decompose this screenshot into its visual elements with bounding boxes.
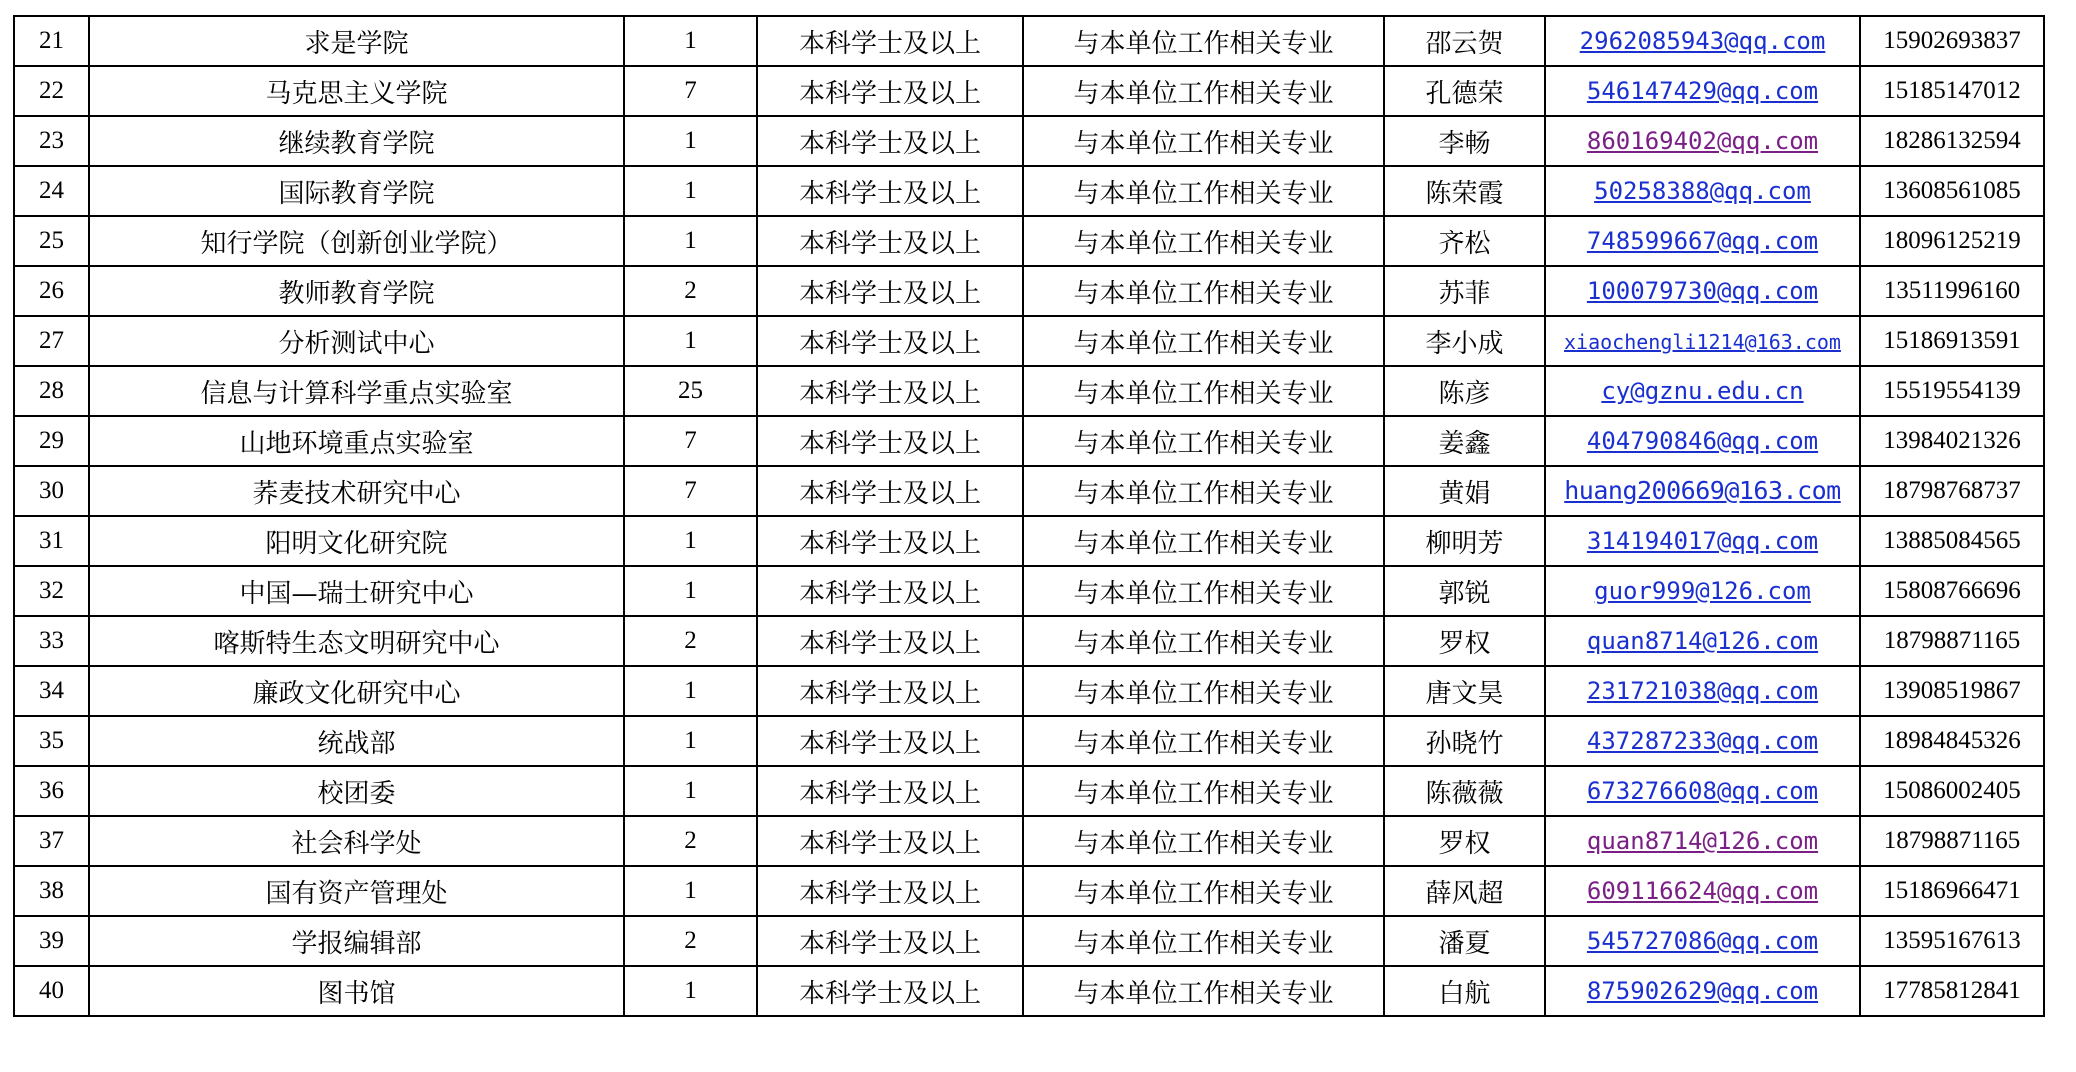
email-link[interactable]: quan8714@126.com [1586,627,1819,655]
contact-person-cell: 孙晓竹 [1384,716,1545,766]
row-number-cell: 23 [14,116,89,166]
table-row [14,966,2044,1016]
table-row [14,716,2044,766]
email-link[interactable]: guor999@126.com [1594,577,1811,605]
unit-name-cell: 知行学院（创新创业学院） [89,216,624,266]
education-requirement-cell: 本科学士及以上 [757,66,1023,116]
contact-person-cell: 李小成 [1384,316,1545,366]
education-requirement-cell: 本科学士及以上 [757,416,1023,466]
row-number-cell: 24 [14,166,89,216]
position-count-cell: 7 [624,466,757,516]
phone-cell: 18984845326 [1860,716,2044,766]
contact-person-cell: 罗权 [1384,616,1545,666]
row-number-cell: 31 [14,516,89,566]
major-requirement-cell: 与本单位工作相关专业 [1023,16,1384,66]
major-requirement-cell: 与本单位工作相关专业 [1023,566,1384,616]
contact-person-cell: 苏菲 [1384,266,1545,316]
phone-cell: 17785812841 [1860,966,2044,1016]
contact-person-cell: 齐松 [1384,216,1545,266]
email-cell [1545,666,1860,716]
contact-person-cell: 柳明芳 [1384,516,1545,566]
major-requirement-cell: 与本单位工作相关专业 [1023,466,1384,516]
row-number-cell: 26 [14,266,89,316]
email-link[interactable]: 50258388@qq.com [1594,177,1811,205]
education-requirement-cell: 本科学士及以上 [757,266,1023,316]
contact-person-cell: 薛风超 [1384,866,1545,916]
email-cell [1545,266,1860,316]
email-link[interactable]: 748599667@qq.com [1586,227,1819,255]
position-count-cell: 1 [624,866,757,916]
major-requirement-cell: 与本单位工作相关专业 [1023,416,1384,466]
education-requirement-cell: 本科学士及以上 [757,466,1023,516]
email-cell [1545,916,1860,966]
email-link[interactable]: 2962085943@qq.com [1579,27,1826,55]
unit-name-cell: 山地环境重点实验室 [89,416,624,466]
table-row [14,16,2044,66]
table-row [14,916,2044,966]
phone-cell: 18286132594 [1860,116,2044,166]
position-count-cell: 7 [624,416,757,466]
major-requirement-cell: 与本单位工作相关专业 [1023,366,1384,416]
major-requirement-cell: 与本单位工作相关专业 [1023,766,1384,816]
contact-person-cell: 邵云贺 [1384,16,1545,66]
major-requirement-cell: 与本单位工作相关专业 [1023,916,1384,966]
education-requirement-cell: 本科学士及以上 [757,666,1023,716]
unit-name-cell: 荞麦技术研究中心 [89,466,624,516]
email-cell [1545,816,1860,866]
table-row [14,616,2044,666]
position-count-cell: 1 [624,166,757,216]
contact-person-cell: 罗权 [1384,816,1545,866]
position-count-cell: 1 [624,566,757,616]
table-row [14,416,2044,466]
row-number-cell: 30 [14,466,89,516]
education-requirement-cell: 本科学士及以上 [757,616,1023,666]
position-count-cell: 2 [624,266,757,316]
position-count-cell: 1 [624,116,757,166]
table-row [14,516,2044,566]
recruitment-table [13,15,2045,1017]
major-requirement-cell: 与本单位工作相关专业 [1023,516,1384,566]
phone-cell: 15902693837 [1860,16,2044,66]
phone-cell: 13908519867 [1860,666,2044,716]
row-number-cell: 27 [14,316,89,366]
education-requirement-cell: 本科学士及以上 [757,866,1023,916]
email-cell [1545,16,1860,66]
unit-name-cell: 阳明文化研究院 [89,516,624,566]
contact-person-cell: 潘夏 [1384,916,1545,966]
table-row [14,816,2044,866]
education-requirement-cell: 本科学士及以上 [757,966,1023,1016]
email-link[interactable]: quan8714@126.com [1586,827,1819,855]
email-link[interactable]: huang200669@163.com [1564,476,1841,505]
email-cell [1545,316,1860,366]
table-row [14,216,2044,266]
education-requirement-cell: 本科学士及以上 [757,366,1023,416]
major-requirement-cell: 与本单位工作相关专业 [1023,66,1384,116]
phone-cell: 15808766696 [1860,566,2044,616]
unit-name-cell: 图书馆 [89,966,624,1016]
email-cell [1545,66,1860,116]
unit-name-cell: 国有资产管理处 [89,866,624,916]
table-row [14,466,2044,516]
major-requirement-cell: 与本单位工作相关专业 [1023,316,1384,366]
email-cell [1545,566,1860,616]
table-row [14,566,2044,616]
email-link[interactable]: xiaochengli1214@163.com [1564,330,1841,354]
contact-person-cell: 孔德荣 [1384,66,1545,116]
row-number-cell: 32 [14,566,89,616]
contact-person-cell: 陈薇薇 [1384,766,1545,816]
major-requirement-cell: 与本单位工作相关专业 [1023,216,1384,266]
row-number-cell: 33 [14,616,89,666]
education-requirement-cell: 本科学士及以上 [757,216,1023,266]
major-requirement-cell: 与本单位工作相关专业 [1023,166,1384,216]
email-link[interactable]: 609116624@qq.com [1586,877,1819,905]
email-link[interactable]: 875902629@qq.com [1586,977,1819,1005]
contact-person-cell: 陈彦 [1384,366,1545,416]
major-requirement-cell: 与本单位工作相关专业 [1023,616,1384,666]
phone-cell: 18096125219 [1860,216,2044,266]
email-cell [1545,866,1860,916]
unit-name-cell: 喀斯特生态文明研究中心 [89,616,624,666]
phone-cell: 18798871165 [1860,616,2044,666]
position-count-cell: 1 [624,666,757,716]
phone-cell: 15186913591 [1860,316,2044,366]
unit-name-cell: 信息与计算科学重点实验室 [89,366,624,416]
contact-person-cell: 黄娟 [1384,466,1545,516]
email-link[interactable]: 437287233@qq.com [1586,727,1819,755]
row-number-cell: 21 [14,16,89,66]
position-count-cell: 2 [624,616,757,666]
education-requirement-cell: 本科学士及以上 [757,166,1023,216]
unit-name-cell: 马克思主义学院 [89,66,624,116]
row-number-cell: 39 [14,916,89,966]
email-cell [1545,616,1860,666]
position-count-cell: 1 [624,716,757,766]
contact-person-cell: 李畅 [1384,116,1545,166]
position-count-cell: 1 [624,16,757,66]
unit-name-cell: 分析测试中心 [89,316,624,366]
education-requirement-cell: 本科学士及以上 [757,16,1023,66]
phone-cell: 15186966471 [1860,866,2044,916]
contact-person-cell: 白航 [1384,966,1545,1016]
phone-cell: 13595167613 [1860,916,2044,966]
phone-cell: 13608561085 [1860,166,2044,216]
table-row [14,166,2044,216]
position-count-cell: 1 [624,766,757,816]
education-requirement-cell: 本科学士及以上 [757,516,1023,566]
row-number-cell: 40 [14,966,89,1016]
phone-cell: 15185147012 [1860,66,2044,116]
position-count-cell: 1 [624,966,757,1016]
position-count-cell: 25 [624,366,757,416]
unit-name-cell: 廉政文化研究中心 [89,666,624,716]
row-number-cell: 36 [14,766,89,816]
unit-name-cell: 教师教育学院 [89,266,624,316]
email-link[interactable]: 100079730@qq.com [1586,277,1819,305]
table-row [14,66,2044,116]
unit-name-cell: 社会科学处 [89,816,624,866]
row-number-cell: 37 [14,816,89,866]
phone-cell: 13511996160 [1860,266,2044,316]
phone-cell: 13984021326 [1860,416,2044,466]
unit-name-cell: 求是学院 [89,16,624,66]
email-cell [1545,366,1860,416]
major-requirement-cell: 与本单位工作相关专业 [1023,866,1384,916]
email-cell [1545,216,1860,266]
position-count-cell: 1 [624,316,757,366]
table-row [14,116,2044,166]
email-cell [1545,116,1860,166]
position-count-cell: 1 [624,216,757,266]
unit-name-cell: 国际教育学院 [89,166,624,216]
row-number-cell: 25 [14,216,89,266]
unit-name-cell: 中国—瑞士研究中心 [89,566,624,616]
email-link[interactable]: 673276608@qq.com [1586,777,1819,805]
position-count-cell: 7 [624,66,757,116]
email-link[interactable]: 231721038@qq.com [1586,677,1819,705]
education-requirement-cell: 本科学士及以上 [757,316,1023,366]
table-row [14,316,2044,366]
email-cell [1545,416,1860,466]
email-link[interactable]: 546147429@qq.com [1586,77,1819,105]
row-number-cell: 38 [14,866,89,916]
education-requirement-cell: 本科学士及以上 [757,116,1023,166]
education-requirement-cell: 本科学士及以上 [757,566,1023,616]
education-requirement-cell: 本科学士及以上 [757,766,1023,816]
contact-person-cell: 郭锐 [1384,566,1545,616]
table-row [14,666,2044,716]
table-row [14,366,2044,416]
email-cell [1545,166,1860,216]
email-cell [1545,466,1860,516]
unit-name-cell: 统战部 [89,716,624,766]
phone-cell: 18798768737 [1860,466,2044,516]
table-row [14,866,2044,916]
email-link[interactable]: 860169402@qq.com [1586,127,1819,155]
contact-person-cell: 唐文昊 [1384,666,1545,716]
email-cell [1545,766,1860,816]
row-number-cell: 28 [14,366,89,416]
education-requirement-cell: 本科学士及以上 [757,916,1023,966]
phone-cell: 15086002405 [1860,766,2044,816]
major-requirement-cell: 与本单位工作相关专业 [1023,816,1384,866]
table-row [14,766,2044,816]
phone-cell: 13885084565 [1860,516,2044,566]
unit-name-cell: 校团委 [89,766,624,816]
contact-person-cell: 陈荣霞 [1384,166,1545,216]
email-link[interactable]: cy@gznu.edu.cn [1601,377,1804,405]
position-count-cell: 2 [624,916,757,966]
contact-person-cell: 姜鑫 [1384,416,1545,466]
phone-cell: 15519554139 [1860,366,2044,416]
major-requirement-cell: 与本单位工作相关专业 [1023,966,1384,1016]
major-requirement-cell: 与本单位工作相关专业 [1023,666,1384,716]
phone-cell: 18798871165 [1860,816,2044,866]
major-requirement-cell: 与本单位工作相关专业 [1023,716,1384,766]
row-number-cell: 35 [14,716,89,766]
email-cell [1545,716,1860,766]
major-requirement-cell: 与本单位工作相关专业 [1023,266,1384,316]
row-number-cell: 22 [14,66,89,116]
education-requirement-cell: 本科学士及以上 [757,716,1023,766]
row-number-cell: 29 [14,416,89,466]
major-requirement-cell: 与本单位工作相关专业 [1023,116,1384,166]
table-row [14,266,2044,316]
email-cell [1545,516,1860,566]
position-count-cell: 1 [624,516,757,566]
education-requirement-cell: 本科学士及以上 [757,816,1023,866]
email-link[interactable]: 314194017@qq.com [1586,527,1819,555]
table-body [14,16,2044,1016]
unit-name-cell: 学报编辑部 [89,916,624,966]
email-cell [1545,966,1860,1016]
email-link[interactable]: 545727086@qq.com [1586,927,1819,955]
unit-name-cell: 继续教育学院 [89,116,624,166]
position-count-cell: 2 [624,816,757,866]
row-number-cell: 34 [14,666,89,716]
email-link[interactable]: 404790846@qq.com [1586,427,1819,455]
